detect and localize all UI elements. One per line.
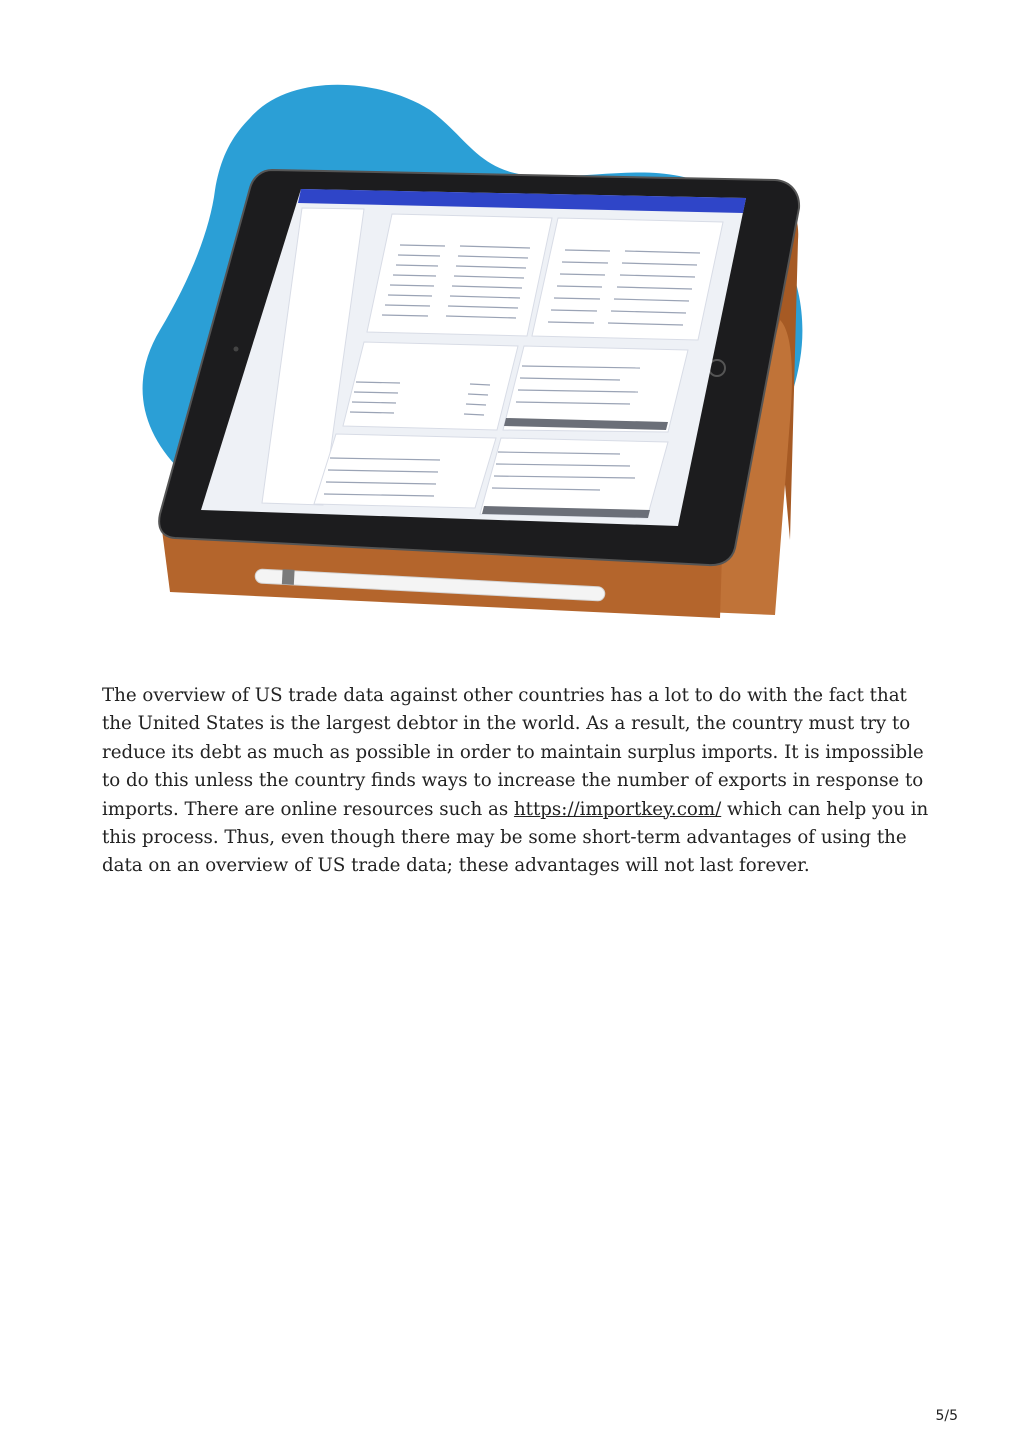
paragraph-text-start: The overview of US trade data against other countries has a lot to do with the fact that the United States is the largest debtor in the world. As a result, the country must try to reduce its debt as much as possible in order to maintain surplus imports. It is impossible to do this unless the country finds ways to increase the number of exports in response to imports. There are online resources such as [102,685,924,820]
body-paragraph [102,682,932,881]
page-number: 5/5 [935,1408,958,1424]
tablet-illustration [0,0,1024,640]
paragraph-text-end: which can help you in this process. Thus, even though there may be some short-term advantages of using the data on an overview of US trade data; these advantages will not last forever. [102,798,929,877]
importkey-link[interactable]: https://importkey.com/ [513,798,722,820]
camera [234,347,239,352]
screen-panels [262,208,723,518]
